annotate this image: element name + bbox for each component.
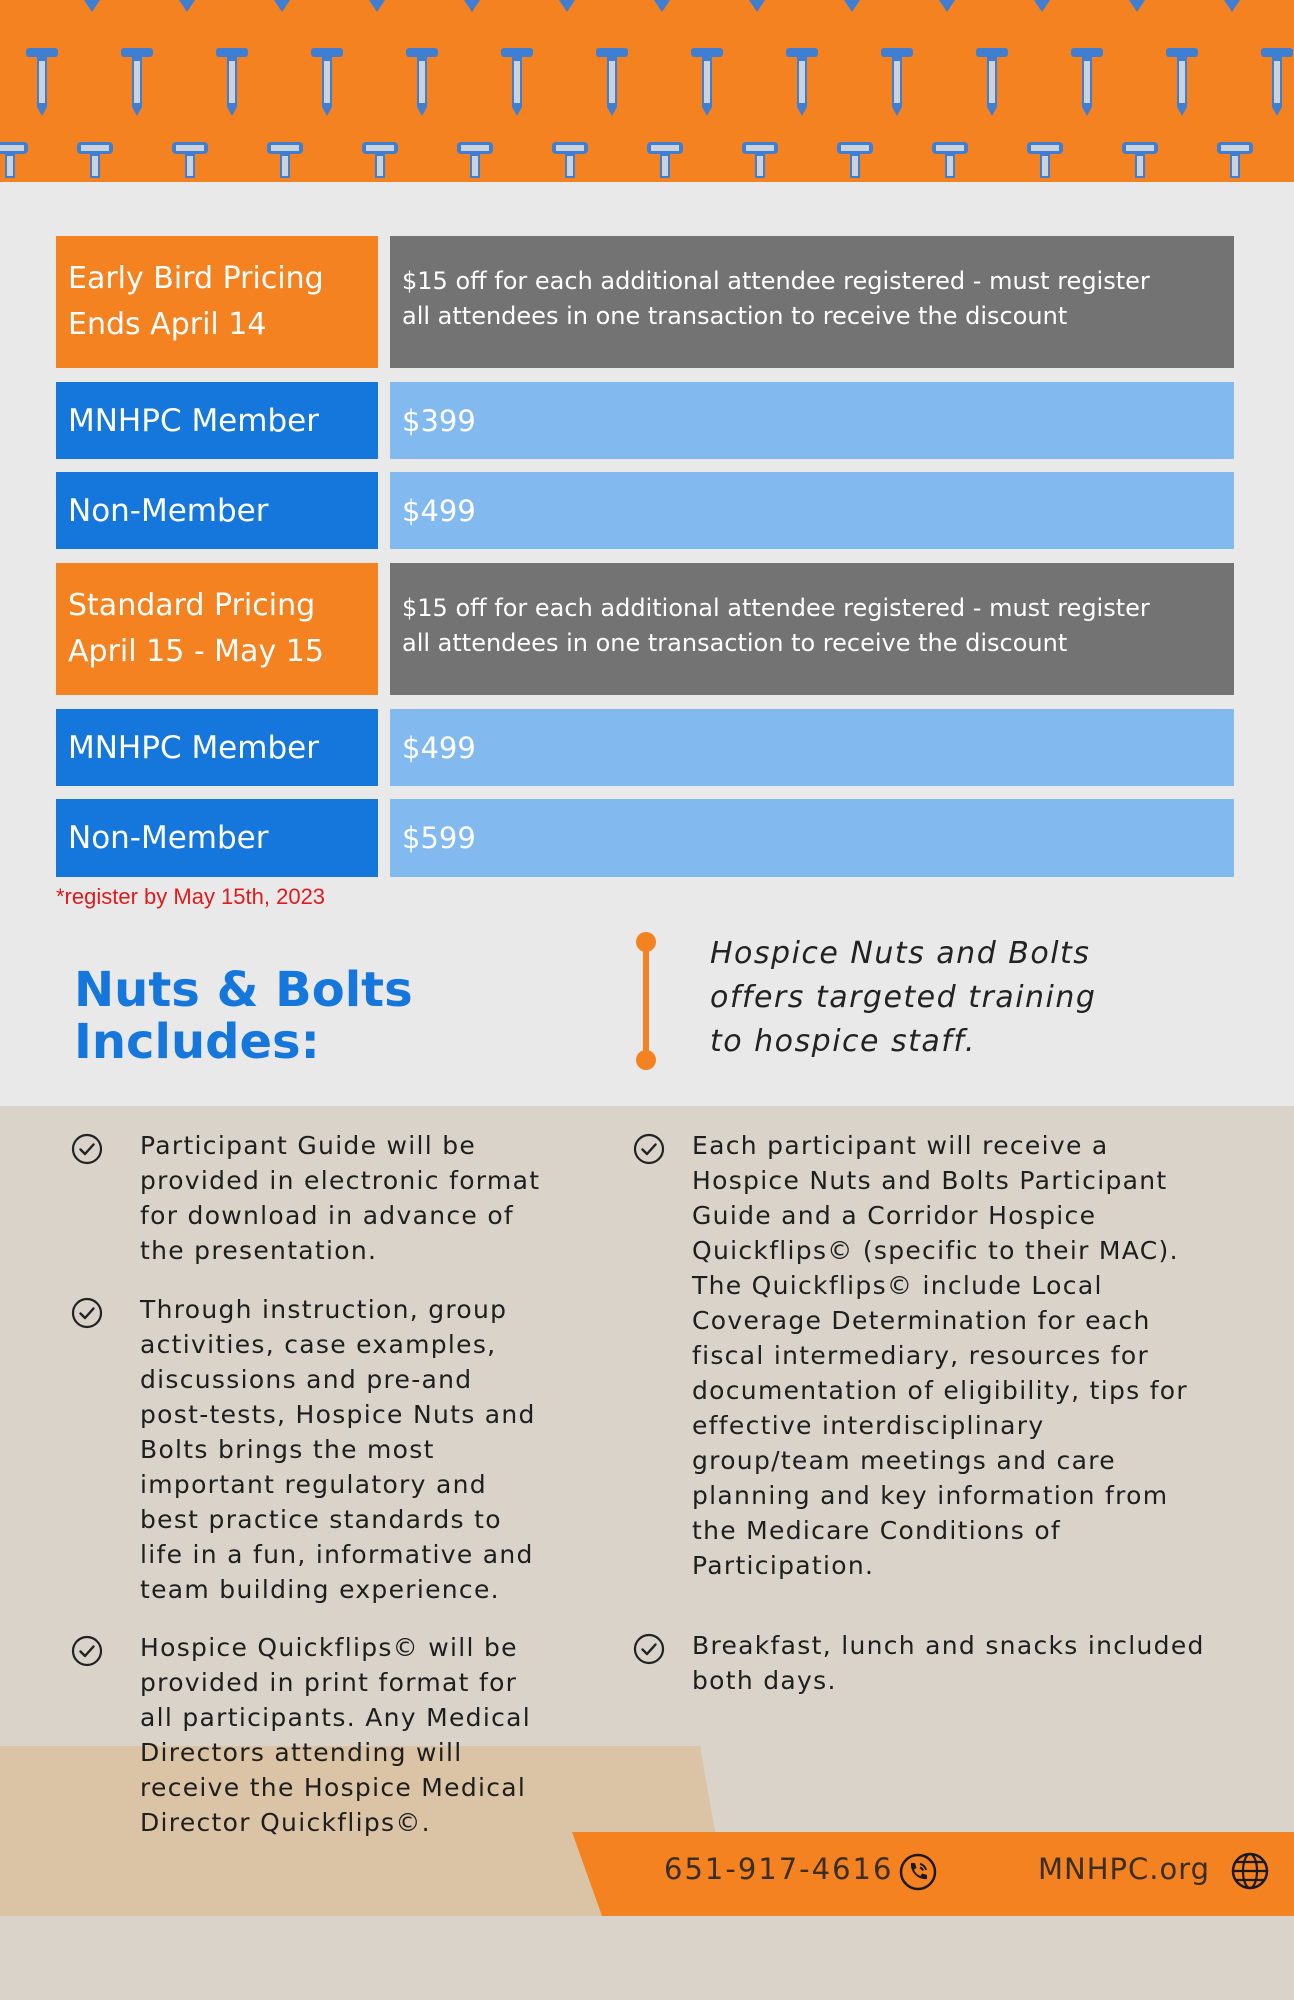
feature-line: Hospice Quickflips© will be (140, 1633, 518, 1662)
early-bird-label (56, 236, 378, 368)
feature-line: provided in print format for (140, 1668, 518, 1697)
feature-line: Quickflips© (specific to their MAC). (692, 1236, 1179, 1265)
feature-line: activities, case examples, (140, 1330, 497, 1359)
standard-nonmember-price: $599 (390, 799, 1234, 877)
feature-text (692, 1628, 1205, 1698)
feature-line: Bolts brings the most (140, 1435, 435, 1464)
feature-text (692, 1128, 1188, 1583)
includes-heading-line2: Includes: (74, 1014, 320, 1070)
feature-item-participant-guide (70, 1128, 590, 1268)
standard-member-price: $499 (390, 709, 1234, 786)
standard-discount-line1: $15 off for each additional attendee registered - must register (402, 594, 1150, 622)
feature-line: receive the Hospice Medical (140, 1773, 527, 1802)
feature-line: Participant Guide will be (140, 1131, 477, 1160)
feature-line: Through instruction, group (140, 1295, 508, 1324)
feature-line: Breakfast, lunch and snacks included (692, 1631, 1205, 1660)
check-circle-icon (70, 1132, 104, 1166)
early-bird-discount-line1: $15 off for each additional attendee registered - must register (402, 267, 1150, 295)
tagline-line2: offers targeted training (710, 980, 1097, 1015)
early-bird-member-price: $399 (390, 382, 1234, 459)
early-bird-label-line1: Early Bird Pricing (68, 261, 324, 296)
feature-line: planning and key information from (692, 1481, 1169, 1510)
feature-line: Director Quickflips©. (140, 1808, 431, 1837)
standard-label-line2: April 15 - May 15 (68, 634, 324, 669)
feature-line: all participants. Any Medical (140, 1703, 531, 1732)
early-bird-discount-line2: all attendees in one transaction to receive the discount (402, 302, 1068, 330)
standard-label (56, 563, 378, 695)
divider-dot-top (636, 932, 656, 952)
tagline (710, 932, 1190, 1064)
check-circle-icon (70, 1634, 104, 1668)
feature-line: provided in electronic format (140, 1166, 541, 1195)
feature-item-quickflips-print (70, 1630, 590, 1840)
standard-label-line1: Standard Pricing (68, 588, 316, 623)
feature-item-meals (632, 1628, 1272, 1698)
early-bird-member-label: MNHPC Member (56, 382, 378, 459)
feature-line: discussions and pre-and (140, 1365, 473, 1394)
feature-line: Coverage Determination for each (692, 1306, 1151, 1335)
check-circle-icon (632, 1132, 666, 1166)
feature-line: Each participant will receive a (692, 1131, 1109, 1160)
early-bird-nonmember-label: Non-Member (56, 472, 378, 549)
feature-item-participant-materials (632, 1128, 1272, 1583)
feature-line: life in a fun, informative and (140, 1540, 534, 1569)
feature-line: group/team meetings and care (692, 1446, 1116, 1475)
feature-line: both days. (692, 1666, 837, 1695)
check-circle-icon (632, 1632, 666, 1666)
divider-dot-bottom (636, 1050, 656, 1070)
phone-number[interactable]: 651-917-4616 (664, 1852, 894, 1886)
feature-text (140, 1292, 536, 1607)
includes-heading-line1: Nuts & Bolts (74, 962, 413, 1018)
feature-line: Participation. (692, 1551, 875, 1580)
feature-line: important regulatory and (140, 1470, 487, 1499)
feature-line: The Quickflips© include Local (692, 1271, 1103, 1300)
feature-line: for download in advance of (140, 1201, 515, 1230)
feature-line: the Medicare Conditions of (692, 1516, 1062, 1545)
tagline-line3: to hospice staff. (710, 1024, 976, 1059)
feature-line: Hospice Nuts and Bolts Participant (692, 1166, 1168, 1195)
globe-icon[interactable] (1230, 1851, 1270, 1891)
standard-member-label: MNHPC Member (56, 709, 378, 786)
includes-heading (74, 964, 413, 1068)
feature-line: effective interdisciplinary (692, 1411, 1045, 1440)
early-bird-label-line2: Ends April 14 (68, 307, 267, 342)
feature-line: Directors attending will (140, 1738, 463, 1767)
standard-nonmember-label: Non-Member (56, 799, 378, 877)
website-link[interactable]: MNHPC.org (1038, 1852, 1211, 1886)
standard-discount (390, 563, 1234, 695)
feature-line: best practice standards to (140, 1505, 502, 1534)
screw-pattern (0, 0, 1294, 182)
early-bird-nonmember-price: $499 (390, 472, 1234, 549)
phone-icon[interactable] (898, 1852, 938, 1892)
divider-line (643, 934, 649, 1062)
tagline-line1: Hospice Nuts and Bolts (710, 936, 1091, 971)
registration-deadline-note: *register by May 15th, 2023 (56, 884, 326, 909)
check-circle-icon (70, 1296, 104, 1330)
feature-item-instruction (70, 1292, 590, 1607)
feature-text (140, 1128, 540, 1268)
feature-line: documentation of eligibility, tips for (692, 1376, 1188, 1405)
standard-discount-line2: all attendees in one transaction to receive the discount (402, 629, 1068, 657)
screw-pattern-banner (0, 0, 1294, 182)
early-bird-discount (390, 236, 1234, 368)
feature-line: the presentation. (140, 1236, 378, 1265)
feature-line: team building experience. (140, 1575, 500, 1604)
feature-line: Guide and a Corridor Hospice (692, 1201, 1097, 1230)
feature-line: fiscal intermediary, resources for (692, 1341, 1150, 1370)
feature-line: post-tests, Hospice Nuts and (140, 1400, 536, 1429)
feature-text (140, 1630, 531, 1840)
